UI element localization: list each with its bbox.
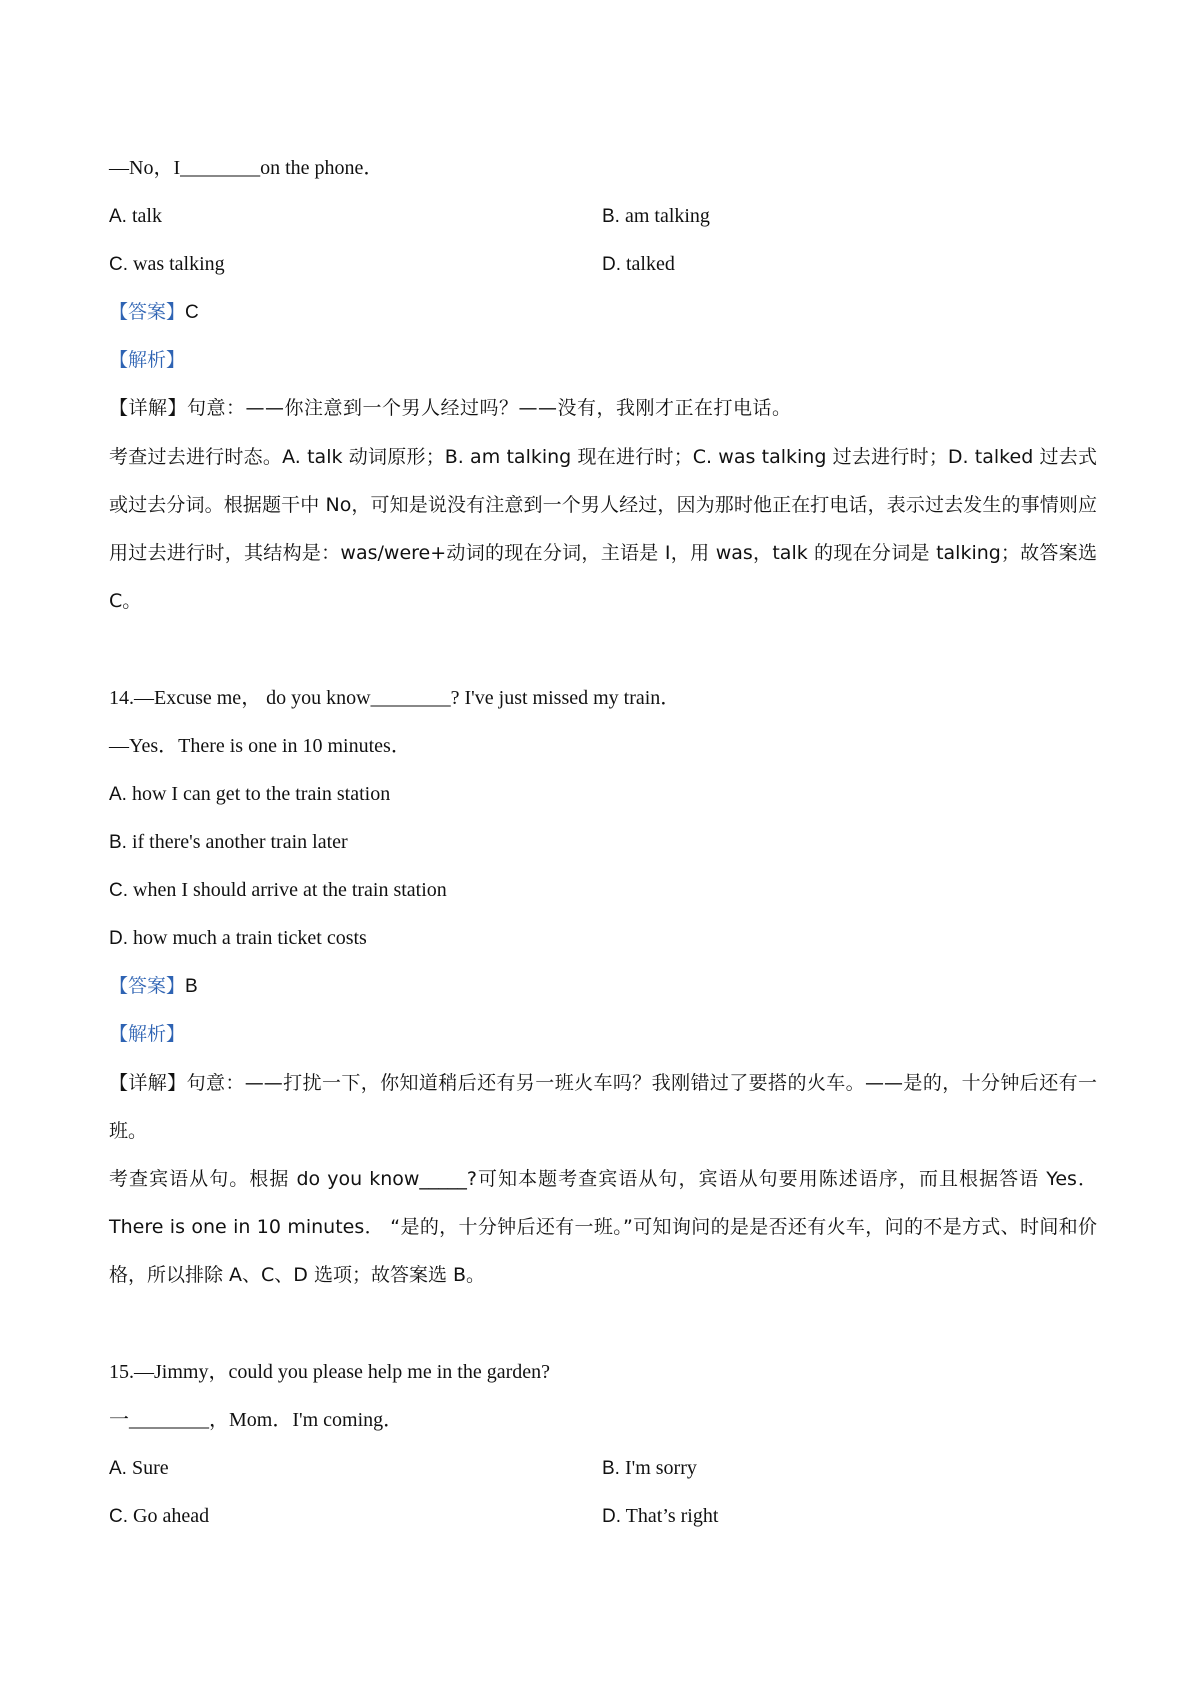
q13-analysis-tag — [109, 345, 185, 375]
option-text: talked — [626, 253, 675, 275]
q14-option-d — [109, 923, 367, 954]
option-letter: C. — [109, 1506, 128, 1527]
q13-option-d — [602, 249, 675, 280]
q13-answer — [109, 297, 199, 328]
option-letter: A. — [109, 206, 127, 227]
q13-option-b — [602, 201, 710, 232]
q14-option-b — [109, 827, 348, 858]
q13-option-a — [109, 201, 162, 232]
q14-analysis-tag — [109, 1019, 185, 1049]
option-text: if there's another train later — [131, 831, 348, 853]
option-text: That’s right — [625, 1505, 719, 1527]
option-letter: A. — [109, 1458, 127, 1479]
option-text: Sure — [131, 1457, 169, 1479]
option-text: how much a train ticket costs — [133, 927, 367, 949]
option-text: am talking — [624, 205, 710, 227]
option-text: how I can get to the train station — [131, 783, 391, 805]
q14-option-c — [109, 875, 447, 906]
option-text: was talking — [133, 253, 225, 275]
option-letter: B. — [602, 206, 620, 227]
q14-answer — [109, 971, 198, 1002]
option-text: Go ahead — [133, 1505, 210, 1527]
q14-option-a — [109, 779, 390, 810]
analysis-tag: 【解析】 — [109, 349, 186, 371]
option-letter: B. — [109, 832, 127, 853]
q15-option-a — [109, 1453, 169, 1484]
option-letter: D. — [602, 1506, 621, 1527]
answer-value: C — [185, 302, 199, 323]
option-letter: A. — [109, 784, 127, 805]
q13-answer-line: —No，I________on the phone． — [109, 157, 384, 179]
answer-tag: 【答案】 — [109, 975, 186, 997]
q13-option-c — [109, 249, 225, 280]
option-letter: C. — [109, 880, 128, 901]
q13-explanation: 考查过去进行时态。A. talk 动词原形；B. am talking 现在进行时；C. was talking 过去进行时；D. talked 过去式或过去分词。根据题干中 No，可知是说没有注意到一个男人经过，因为那时他正在打电话，表示过去发生的事情则应用过去进行时，其结构是：was/were+动词的现在分词，主语是 I，用 was，talk 的现在分词是 talking；故答案选 C。 — [109, 446, 1097, 612]
option-letter: B. — [602, 1458, 620, 1479]
q14-detail: 【详解】句意：——打扰一下，你知道稍后还有另一班火车吗？我刚错过了要搭的火车。——是的，十分钟后还有一班。 — [109, 1072, 1097, 1142]
q13-detail: 【详解】句意：——你注意到一个男人经过吗？——没有，我刚才正在打电话。 — [109, 397, 792, 419]
q14-explanation: 考查宾语从句。根据 do you know_____?可知本题考查宾语从句，宾语从句要用陈述语序，而且根据答语 Yes．There is one in 10 minutes． “是的，十分钟后还有一班。”可知询问的是是否还有火车，问的不是方式、时间和价格，所以排除 A、C、D 选项；故答案选 B。 — [109, 1168, 1097, 1286]
q15-option-d — [602, 1501, 718, 1532]
option-letter: D. — [109, 928, 128, 949]
q15-question: 15.—Jimmy，could you please help me in the garden? — [109, 1361, 551, 1383]
q15-option-b — [602, 1453, 697, 1484]
q14-question: 14.—Excuse me， do you know________? I've just missed my train． — [109, 687, 681, 709]
option-text: when I should arrive at the train station — [133, 879, 447, 901]
option-letter: C. — [109, 254, 128, 275]
answer-value: B — [185, 976, 198, 997]
q14-reply: —Yes．There is one in 10 minutes． — [109, 735, 411, 757]
q15-option-c — [109, 1501, 209, 1532]
answer-tag: 【答案】 — [109, 301, 186, 323]
option-text: talk — [131, 205, 162, 227]
option-letter: D. — [602, 254, 621, 275]
q15-reply: 一________，Mom．I'm coming． — [109, 1409, 404, 1431]
analysis-tag: 【解析】 — [109, 1023, 186, 1045]
option-text: I'm sorry — [624, 1457, 697, 1479]
